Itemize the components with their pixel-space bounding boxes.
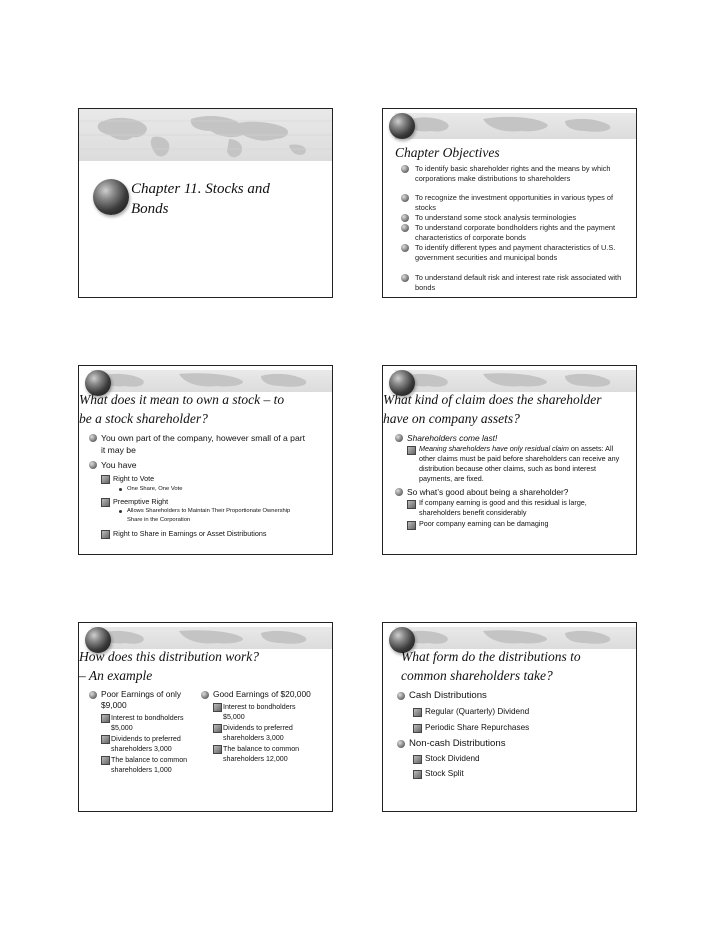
bullet-icon: [101, 498, 110, 507]
bullet-level-2: Preemptive Right: [89, 496, 325, 507]
slide-5: [78, 622, 333, 812]
list-item: To identify basic shareholder rights and the means by which corporations make distributions to shareholders: [401, 164, 626, 193]
bullet-icon: [101, 735, 110, 744]
slide-title: [383, 390, 636, 428]
bullet-icon: [397, 692, 405, 700]
bullet-level-2: Stock Split: [397, 768, 625, 779]
bullet-icon: [89, 434, 97, 442]
bullet-level-1: So what’s good about being a shareholder?: [395, 486, 627, 498]
title-line-2: have on company assets?: [383, 411, 520, 426]
globe-icon: [389, 113, 415, 139]
title-line-2: – An example: [79, 668, 153, 683]
slide-title: Chapter Objectives: [395, 145, 500, 160]
bullet-level-2: Poor company earning can be damaging: [395, 519, 627, 529]
bullet-icon: [213, 745, 222, 754]
title-line-1: What form do the distributions to: [401, 649, 581, 664]
bullet-icon: [413, 724, 422, 733]
bullet-level-3: Allows Shareholders to Maintain Their Proportionate Ownership Share in the Corporation: [89, 507, 307, 525]
bullet-icon: [201, 691, 209, 699]
bullet-level-1: Good Earnings of $20,000: [201, 689, 311, 700]
bullet-level-1: Poor Earnings of only $9,000: [89, 689, 193, 711]
good-earnings-column: [201, 689, 311, 764]
bullet-level-1: You have: [89, 459, 325, 471]
bullet-icon: [101, 756, 110, 765]
objectives-list: [401, 164, 626, 293]
bullet-icon: [401, 224, 409, 232]
globe-icon: [93, 179, 129, 215]
slide-4: [382, 365, 637, 555]
slide-body: [395, 432, 627, 529]
title-line-2: be a stock shareholder?: [79, 411, 208, 426]
title-line-1: What kind of claim does the shareholder: [383, 392, 602, 407]
bullet-level-2: Right to Vote: [89, 473, 325, 484]
bullet-icon: [401, 194, 409, 202]
slide-title: [79, 647, 332, 685]
bullet-icon: [213, 703, 222, 712]
bullet-icon: [89, 461, 97, 469]
slide-title: Chapter 11. Stocks and Bonds: [131, 181, 270, 217]
bullet-icon: [395, 434, 403, 442]
list-item: To understand corporate bondholders rights and the payment characteristics of corporate bonds: [401, 223, 626, 243]
bullet-level-2: Interest to bondholders $5,000: [89, 713, 193, 733]
bullet-level-1: Shareholders come last!: [395, 432, 627, 444]
bullet-icon: [101, 475, 110, 484]
bullet-icon: [401, 214, 409, 222]
bullet-icon: [407, 500, 416, 509]
bullet-icon: [119, 510, 122, 513]
bullet-level-2: Meaning shareholders have only residual claim on assets: All other claims must be paid before shareholders can receive any distribution because other claims, such as bond interest payments, are fixed.: [395, 444, 627, 484]
bullet-level-2: If company earning is good and this residual is large, shareholders benefit considerably: [395, 498, 627, 518]
world-map-banner: [395, 370, 636, 392]
list-item: To recognize the investment opportunities in various types of stocks: [401, 193, 626, 213]
bullet-icon: [101, 714, 110, 723]
bullet-level-2: Regular (Quarterly) Dividend: [397, 706, 625, 717]
slide-title: [79, 390, 332, 428]
bullet-level-2: Interest to bondholders $5,000: [201, 702, 311, 722]
bullet-level-2: Right to Share in Earnings or Asset Distributions: [89, 528, 325, 539]
world-map-banner: [79, 109, 332, 161]
bullet-icon: [119, 488, 122, 491]
world-map-banner: [395, 113, 636, 139]
world-map-banner: [91, 370, 332, 392]
bullet-icon: [397, 740, 405, 748]
bullet-level-1: Cash Distributions: [397, 689, 625, 702]
bullet-icon: [401, 165, 409, 173]
world-map-banner: [395, 627, 636, 649]
title-line-1: How does this distribution work?: [79, 649, 260, 664]
bullet-icon: [413, 708, 422, 717]
list-item: To understand some stock analysis terminologies: [401, 213, 626, 223]
bullet-icon: [413, 755, 422, 764]
title-line-2: common shareholders take?: [401, 668, 553, 683]
world-map-banner: [91, 627, 332, 649]
bullet-level-2: The balance to common shareholders 12,000: [201, 744, 311, 764]
bullet-level-2: Dividends to preferred shareholders 3,000: [89, 734, 193, 754]
slide-body: [397, 689, 625, 779]
bullet-level-2: Periodic Share Repurchases: [397, 722, 625, 733]
bullet-icon: [395, 488, 403, 496]
bullet-level-2: The balance to common shareholders 1,000: [89, 755, 193, 775]
bullet-icon: [407, 521, 416, 530]
bullet-icon: [89, 691, 97, 699]
list-item: To identify different types and payment characteristics of U.S. government securities and municipal bonds: [401, 243, 626, 273]
bullet-icon: [407, 446, 416, 455]
title-line-1: What does it mean to own a stock – to: [79, 392, 285, 407]
bullet-icon: [213, 724, 222, 733]
slide-3: [78, 365, 333, 555]
bullet-level-3: One Share, One Vote: [89, 484, 325, 494]
bullet-level-1: Non-cash Distributions: [397, 737, 625, 750]
bullet-icon: [401, 274, 409, 282]
slide-title: [401, 647, 636, 685]
slide-body: [89, 432, 325, 539]
bullet-icon: [101, 530, 110, 539]
slide-1: [78, 108, 333, 298]
bullet-icon: [401, 244, 409, 252]
bullet-level-1: You own part of the company, however small of a part it may be: [89, 432, 311, 456]
poor-earnings-column: [89, 689, 193, 775]
bullet-icon: [413, 770, 422, 779]
slide-2: [382, 108, 637, 298]
bullet-level-2: Stock Dividend: [397, 753, 625, 764]
list-item: To understand default risk and interest rate risk associated with bonds: [401, 273, 626, 293]
slide-6: [382, 622, 637, 812]
bullet-level-2: Dividends to preferred shareholders 3,000: [201, 723, 311, 743]
